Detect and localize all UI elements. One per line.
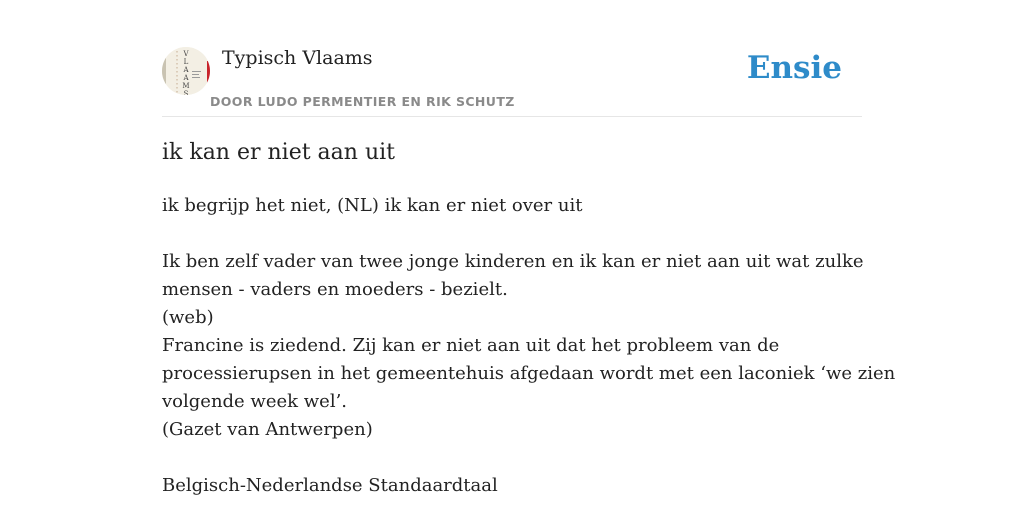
definition-source: (web) bbox=[162, 307, 214, 328]
definition-line: Ik ben zelf vader van twee jonge kinderen en ik kan er niet aan uit wat zulke bbox=[162, 251, 864, 272]
book-cover-icon bbox=[162, 47, 210, 95]
definition-line: volgende week wel’. bbox=[162, 391, 348, 412]
ensie-logo-link[interactable]: Ensie bbox=[746, 50, 842, 86]
definition-source: (Gazet van Antwerpen) bbox=[162, 419, 373, 440]
avatar-letter-5: M bbox=[182, 82, 190, 90]
avatar-letter-2: L bbox=[183, 58, 189, 66]
dictionary-cover-avatar[interactable] bbox=[162, 47, 210, 95]
dictionary-title[interactable]: Typisch Vlaams bbox=[222, 47, 373, 69]
definition-line: processierupsen in het gemeentehuis afgedaan wordt met een laconiek ‘we zien bbox=[162, 363, 896, 384]
avatar-letter-4: A bbox=[183, 74, 189, 82]
dictionary-authors: DOOR LUDO PERMENTIER EN RIK SCHUTZ bbox=[210, 94, 515, 109]
definition-blank-line bbox=[162, 220, 862, 248]
definition-blank-line bbox=[162, 444, 862, 472]
page-header bbox=[162, 44, 862, 117]
avatar-letter-6: S bbox=[183, 90, 189, 95]
definition-line: mensen - vaders en moeders - bezielt. bbox=[162, 279, 508, 300]
avatar-letter-1: V bbox=[183, 50, 189, 58]
definition-line: Francine is ziedend. Zij kan er niet aan uit dat het probleem van de bbox=[162, 335, 780, 356]
definition-line: ik begrijp het niet, (NL) ik kan er niet over uit bbox=[162, 195, 583, 216]
avatar-letter-3: A bbox=[183, 66, 189, 74]
definition-language-note: Belgisch-Nederlandse Standaardtaal bbox=[162, 475, 498, 496]
entry-term: ik kan er niet aan uit bbox=[162, 140, 395, 165]
entry-definition bbox=[162, 192, 896, 500]
